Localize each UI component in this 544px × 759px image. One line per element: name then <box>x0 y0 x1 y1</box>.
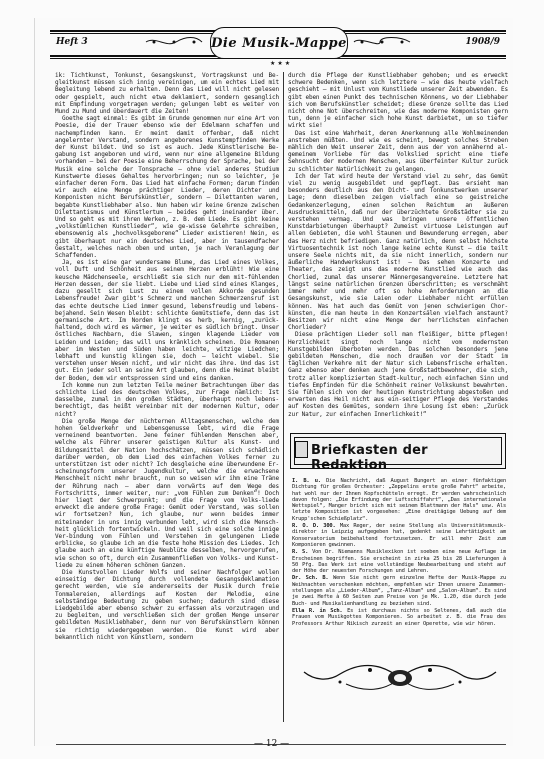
right-text-column <box>288 72 508 428</box>
letter-entry <box>292 608 506 627</box>
letter-entry <box>292 478 506 522</box>
entry-text: Von Dr. Niemanns Musiklexikon ist soeben eine neue Auflage im Erscheinen begriffen. Sie erscheint in zirka 25 bis 28 Lieferungen à 50 Pfg. Das Werk ist eine vollständige Neubearbeitung und steht auf der Höhe der neuesten Forschungen und Lehren. <box>292 549 506 575</box>
entry-signature: I. B. u. <box>292 478 321 484</box>
paragraph: Goethe sagt einmal: Es gibt im Grunde genommen nur eine Art von Poesie, die der Trauer ebenso wie der Edelmann schaffen und nachempfinden kann. Er meint damit offenbar, daß nicht angelernter Verstand, sondern angeborenes Kunstempfinden Werke der Kunst bildet. Und so ist es auch. Jede Künstlerische Be-gabung ist angeboren und wird, wenn nur eine allgemeine Bildung vorhanden — bei der Poesie eine Beherrschung der Sprache, bei der Musik eine solche der Tonsprache — ohne viel anderes Studium Kunstwerte dieses Gehaltes hervorbringen; nun so leichter, je einfacher deren Form. Das Lied hat einfache Formen; darum finden wir auch eine Menge prächtiger Lieder, deren Dichter und Komponisten nicht Berufskünstler, sondern — Dilettanten waren, begabte Kunstliebhaber also. Nun haben wir keine Grenze zwischen Dilettantismus und Künstlertum — beides geht ineinander über. Und so geht es mit ihren Werken, z. B. dem Liede. Es gibt keine „volkstümlichen Kunstlieder“, wie ge-wisse Gelehrte schreiben, ebensowenig als „hochvolksgeborene“ Lieder existieren! Nein, es gibt überhaupt nur ein deutsches Lied, aber in tausendfacher Gestalt, welches nach oben und unten, je nach Veranlagung der Schaffenden. <box>55 115 279 260</box>
paragraph: Die große Menge der nüchternen Alltagsmenschen, welche dem hohen Geldverkehr und Lebensgenusse lebt, wird die Frage verneinend beantworten. Jene feiner fühlenden Menschen aber, welche als Führer unserer geistigen Kultur als Kunst- und Bildungsmittel der Nation hochschätzen, müssen sich schädlich darüber werden, ob dem Lied des einfachen Volkes ferner zu unterstützen ist oder nicht? Ich desgleiche eine überwundene Er-scheinungsform unserer Jugendkultur, welche die erwachsene Menschheit nicht mehr braucht, nun so weisen wir ihm eine Träne der Rührung nach — aber dann vorwärts auf dem Wege des Fortschritts, immer weiter, nur: „vom Fühlen zum Denken“! Doch hier liegt der Schwerpunkt; und die Frage vom Volks-liede erweckt die andere große Frage: Gemüt oder Verstand, was sollen wir fortsetzen? Nun, ich glaube, nur wenn beides immer miteinander in uns innig verbunden lebt, wird sich die Mensch-heit glücklich fortentwickeln. Und weil sich eine solche innige Ver-bindung vom Fühlen und Verstehen im gelungenen Liede erblicke, so glaube ich an die feste hohe Mission des Liedes. Ich glaube auch an eine künftige Neublüte desselben, hervorgerufen, wie schon so oft, durch ein Zusammenfließen von Volks- und Kunst-liede zu einem höheren schönen Ganzen. <box>55 417 279 569</box>
volume-year: 1908/9 <box>465 37 500 47</box>
scroll-ornament-icon <box>352 36 412 48</box>
left-text-column <box>55 72 279 712</box>
magazine-title: Die Musik-Mappe <box>211 35 347 51</box>
paragraph: ik: Tichtkunst, Tonkunst, Gesangskunst, Vortragskunst und Be-gleitkunst müssen sich innig vereinigen, um ein echtes Lied mit Begleitung lebend zu erhalten. Denn das Lied will nicht gelesen oder gespielt, auch nicht etwa deklamiert, sondern gesanglich mit Empfindung vorgetragen werden; gelungen lebt es weiter von Mund zu Mund und überdauert die Zeiten! <box>55 72 279 116</box>
paragraph: Diese prächtigen Lieder soll man fleißiger, bitte pflegen! Herzlichkeit singt noch lange nicht vom modernsten Kunstgebilden überboten werden. Das solchen besonders jene gebildeten Menschen, die noch draußen vor der Stadt im täglichen Verkehre mit der Natur sich Lebensfrische erhalten. Ganz ebenso aber denken auch jene Großstadtbewohner, die sich, trotz aller komplizierten Stadt-kultur, noch einfachen Sinn und tiefes Empfinden für die Schönheit reiner Volkskunst bewahrten. Sie fühlen sich von der heutigen Kunstrichtung abgestoßen und erwarten das Heil nicht aus ein-seitiger Pflege des Verstandes auf Kosten des Gemütes, sondern ihre Losung ist eben: „Zurück zur Natur, zur einfachen Innerlichkeit!“ <box>288 331 508 418</box>
entry-text: Wenn Sie nicht gern einzelne Hefte der Musik-Mappe zu Weihnachten verschenken möchten, empfehlen wir Ihnen unsere Zusammen-stellungen als „Lieder-Album“, „Tanz-Album“ und „Salon-Album“. Es sind je zwei Hefte à 60 Seiten zum Preise von je Mk. 1.20, die durch jede Buch- und Musikalienhandlung zu beziehen sind. <box>292 575 506 607</box>
paragraph: Das ist eine Wahrheit, deren Anerkennung alle Wohlmeinenden anstreben müßten. Und wie es scheint, bewegt solches Streben mählich den Weit unserer Zeit, denn aus der von annähernd al-gemeinem Vorliebe für das Volkslied spricht eine tiefe Sehnsucht der modernen Menschen, aus überfeinter Kultur zurück zu schlichter Natürlichkeit zu gelangen. <box>288 129 508 173</box>
paragraph: Ich der Tat wird heute der Verstand viel zu sehr, das Gemüt viel zu wenig ausgebildet und gepflegt. Das ersieht man besonders deutlich aus den Dicht- und Tonkunstwerken unserer Lage; denn dieselben zeigen vielfach eine so geistreiche Gedankenzerlegung, einen solchen Reichtum an äußeren Ausdrucksmitteln, daß nur der überzüchtete Großstädter sie zu verstehen vermag. Und was bringen unsere öffentlichen Kunstdarbietungen überhaupt? Zumeist virtuose Leistungen auf allen Gebieten, die wohl Staunen und Bewunderung erregen, aber das Herz nicht befriedigen. Ganz natürlich, denn selbst höchste Virtuosentechnik ist noch lange keine echte Kunst — die teilt unsere Seele nichts mit, da sie nicht innerlich, sondern nur äußerliche Handwerkskunst ist! — Das sehen Konzerte und Theater, das zeigt uns das moderne Kunstlied wie auch das Chorlied, zumal das unserer Männergesangvereine. Letztere hat längst seine natürlichen Grenzen überschritten; es verschmäht immer mehr und mehr oft so hohe Anforderungen an die Gesangskunst, wie sie Laien oder Liebhaber nicht erfüllen können. Was hat auch das Gemüt von jenen schwierigen Chor-künsten, die man heute in den Konzertsälen vielfach anstaunt? Besitzen wir nicht eine Menge der herrlichsten einfachen Chorlieder? <box>288 172 508 332</box>
column-divider <box>283 72 284 722</box>
section-title: Briefkasten der Redaktion <box>311 443 428 473</box>
paragraph: Ich komme nun zum letzten Teile meiner Betrachtungen über das schlichte Lied des deutschen Volkes, zur Frage nämlich: Ist dasselbe, zumal in den großen Städten, überhaupt noch lebens-berechtigt, das heißt vereinbar mit der modernen Kultur, oder nicht? <box>55 381 279 418</box>
letter-entry <box>292 549 506 574</box>
star-ornament: ★★★ <box>270 60 293 67</box>
entry-signature: R. O. D. 300. <box>292 523 336 530</box>
title-cartouche <box>210 27 348 59</box>
paragraph: durch die Pflege der Kunstliebhaber gehoben; und es erweckt schwere Bedenken, wenn sich letztere — wie das heute vielfach geschieht — mit Unlust vom Kunstliede unserer Zeit abwenden. Es gibt eben einen Punkt des technischen Könnens, wo der Liebhaber sich vom Berufskünstler scheidet; diese Grenze sollte das Lied nicht ohne Not überschreiten, wie das moderne Komponisten gern tun, denn je einfacher sich hohe Kunst darbietet, um so tiefer wirkt sie! <box>288 72 508 130</box>
paragraph: Ja, es ist eine gar wundersame Blume, das Lied eines Volkes, voll Duft und Schönheit aus seinem Herzen erblüht! Wie eine keusche Mädchenseele, erschließt sie sich nur dem mit-fühlenden Herzen dessen, der sie liebt. Liebe und Lied sind eines Klanges, dazu gesellt sich Lust zu einem vollen Akkorde gesunden Lebensfreude! Zwar gibt's Schmerz und manchen Schmerzensruf ist das echte deutsche Lied immer gesund, lebensfreudig und lebens-bejahend. Sein Wesen bleibt: schlichte Gemütstiefe, denn das ist germanische Art. Im Norden klingt es herb, kernig, „zurück-haltend, doch wird es wärmer, je weiter es südlich bringt. Unser östliches Nachbarn, die Slawen, singen klagende Lieder vom Leiden und Leiden; das will uns kränklich scheinen. Die Romanen aber im Westen und Süden haben leichte, witzige Liedchen; lebhaft und kunstig klingen sie, doch — leicht wiebel. Sie verstehen unser Wesen nicht, und wir nicht das ihre. Und das ist gut. Ein jeder soll an seine Art glauben, denn die Heimat bleibt der Boden, dem wir entsprossen sind und eins danken. <box>55 259 279 382</box>
entry-text: Max Reger, der seine Stellung als Universitätsmusik-direktor in Leipzig aufgegeben hat, gedenkt seine Lehrtätigkeit am Konservatorium beibehaltend fortzusetzen. Er will mehr Zeit zum Komponieren gewinnen. <box>292 523 506 548</box>
entry-signature: Ella R. in Sch. <box>292 607 343 614</box>
letters-section-banner <box>290 433 506 473</box>
entry-signature: Dr. Sch. B. <box>292 575 329 582</box>
decorative-vignette-icon <box>300 660 500 696</box>
letter-entry <box>292 575 506 606</box>
paragraph: Die Kunstvollen Lieder Wolfs und seiner Nachfolger wollen einseitig der Dichtung durch vollendete Gesangsdeklamation gerecht werden, wie sie andererseits der Musik durch freie Tonmalereien, allerdings auf Kosten der Melodie, eine selbständige Bedeutung zu geben suchen; dadurch sind diese Liedgebilde aber ebenso schwer zu erfassen als vorzutragen und zu begleiten, und verschließen sich der großen Menge unserer gebildeten Musikliebhaber, denn nur von Berufskünstlern können sie richtig wiedergegeben werden. Die Kunst wird aber bekanntlich nicht von Künstlern, sondern <box>55 569 279 641</box>
scroll-ornament-icon <box>144 36 204 48</box>
entry-text: Die Nachricht, daß August Bungert an einer fünfaktigen Dichtung für großes Orchester: „Zeppelins erste große Fahrt“ arbeite, hat wohl nur der Ihnen Kopfschütteln erregt. Er werden wahrscheinlich davon folgen: „Die Erfindung der Luftschiffahrt“, „Das internationale Wettspiel“, Manger bricht sich mit seinem Blattmann der Hals“ usw. Als letzte Komposition ist vorgesehen: „Eine dreitägige Uebung auf dem Krupp'schen Schießplatz“. <box>292 478 506 522</box>
letters-column <box>292 478 506 648</box>
issue-number: Heft 3 <box>56 37 88 47</box>
entry-text: Es ist durchaus nichts so Seltenes, daß auch die Frauen vom Musikgottes Komponieren. So arbeitet z. B. die Frau des Professors Arthur Nikisch zurzeit an einer Operette, wie wir hören. <box>292 607 506 627</box>
page-number: — 12 — <box>254 739 290 749</box>
masthead <box>50 24 506 67</box>
letter-entry <box>292 523 506 548</box>
entry-signature: R. S. <box>292 549 309 556</box>
mailbox-icon <box>295 441 308 458</box>
